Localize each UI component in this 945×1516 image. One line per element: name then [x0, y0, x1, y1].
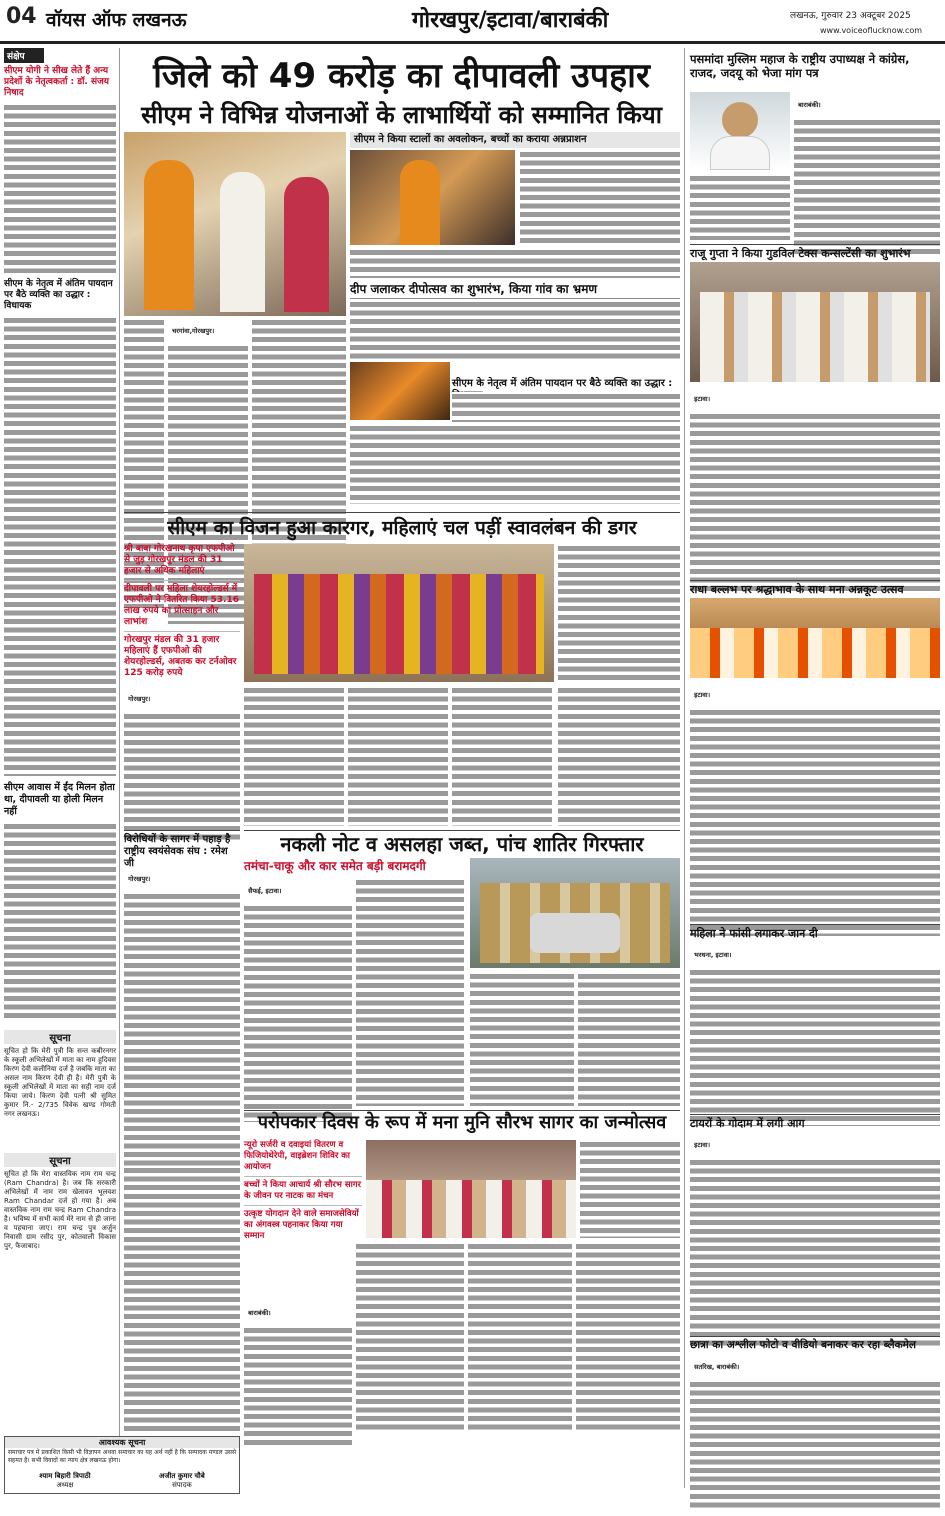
right-story-6-dateline: सतरिख, बाराबंकी। [694, 1362, 740, 1371]
brief-label: संक्षेप [4, 48, 44, 63]
fake-notes-col1 [244, 878, 352, 1106]
paropkar-bullets [244, 1140, 362, 1242]
fake-notes-col2 [356, 878, 464, 1106]
vision-bullet-3: गोरखपुर मंडल की 31 हजार महिलाएं हैं एफपीओ की शेयरहोल्डर्स, अबतक कर टर्नओवर 125 करोड़ रुपये [124, 635, 237, 678]
column-rule-right [684, 48, 685, 1488]
brief-1-body [4, 103, 116, 273]
right-story-5-dateline: इटावा। [694, 1140, 711, 1149]
signatory-2-role: संपादक [172, 1481, 192, 1489]
vision-headline: सीएम का विजन हुआ कारगर, महिलाएं चल पड़ीं स्वावलंबन की डगर [167, 517, 637, 539]
stalls-body-a [520, 150, 680, 245]
deepotsav-body [350, 300, 680, 360]
fake-notes-col4 [578, 972, 680, 1106]
vision-bullet-2: दीपावली पर महिला शेयरहोल्डर्स में एफपीओ ने वितरित किया 53.16 लाख रुपये का प्रोत्साहन और लाभांश [124, 581, 240, 632]
right-story-4-body-lines [690, 968, 940, 1126]
masthead-bar [0, 0, 945, 44]
paropkar-bullet-3: उत्कृष्ट योगदान देने वाले समाजसेवियों का अंगवस्त्र पहनाकर किया गया सम्मान [244, 1209, 359, 1241]
right-story-3-dateline: इटावा। [694, 690, 711, 699]
stalls-figure [400, 160, 440, 245]
vision-body-col2 [244, 686, 344, 826]
paropkar-bullet-1: न्यूरो सर्जरी व दवाइयां वितरण व फिजियोथेरेपी, वाइब्रेशन शिविर का आयोजन [244, 1140, 362, 1177]
dateline: लखनऊ, गुरुवार 23 अक्टूबर 2025 [790, 11, 911, 21]
page-number: 04 [6, 4, 37, 29]
masthead-title: वॉयस ऑफ लखनऊ [46, 9, 187, 31]
goodwill-launch-photo [690, 262, 940, 382]
right-story-6-headline: छात्रा का अश्लील फोटो व वीडियो बनाकर कर रहा ब्लैकमेल [690, 1336, 940, 1352]
vision-dateline: गोरखपुर। [128, 694, 151, 703]
annakoot-offerings [690, 628, 940, 678]
right-story-4-dateline: भरथना, इटावा। [694, 950, 732, 959]
right-story-2-body-lines [690, 412, 940, 592]
right-story-1-body-a [794, 92, 940, 240]
antim-body-a [452, 392, 680, 422]
disclaimer-text: समाचार पत्र में प्रकाशित किसी भी विज्ञापन अथवा समाचार का यह अर्थ नहीं है कि सम्पादक मण्डल उससे सहमत है। सभी विवादों का न्याय क्षेत्र लखनऊ होगा। [8, 1449, 238, 1464]
brief-3-headline: सीएम आवास में ईंद मिलन होता था, दीपावली या होली मिलन नहीं [4, 782, 115, 817]
main-headline: जिले को 49 करोड़ का दीपावली उपहार [153, 56, 650, 96]
brief-1-headline: सीएम योगी ने सीख लेते हैं अन्य प्रदेशों के नेतृत्वकर्ता : डॉ. संजय निषाद [4, 66, 109, 98]
notice-1-title: सूचना [4, 1030, 116, 1044]
portrait-face [722, 102, 758, 138]
section-rule [124, 512, 680, 513]
main-story-dateline: चरगांवा,गोरखपुर। [172, 326, 215, 335]
fake-notes-dateline: सैफई, इटावा। [248, 886, 282, 895]
cm-felicitation-photo [124, 132, 346, 316]
signatory-1-role: अध्यक्ष [56, 1481, 74, 1489]
rss-headline: विरोधियों के सागर में पहाड़ है राष्ट्रीय स्वयंसेवक संघ : रमेश जी [124, 830, 240, 870]
right-story-6-body-lines [690, 1380, 940, 1508]
vision-body-right [558, 544, 680, 682]
brief-2-headline: सीएम के नेतृत्व में अंतिम पायदान पर बैठे व्यक्ति का उद्धार : विधायक [4, 279, 113, 311]
paropkar-col3 [468, 1242, 572, 1430]
antim-headline: सीएम के नेतृत्व में अंतिम पायदान पर बैठे व्यक्ति का उद्धार : [452, 378, 673, 389]
brief-2-body [4, 316, 116, 776]
brief-3-body [4, 822, 116, 1022]
vision-body-col1-lines [124, 712, 240, 842]
right-story-1-body-a-lines [794, 118, 940, 256]
rss-body-col1 [124, 866, 240, 1162]
fake-notes-headline: नकली नोट व असलहा जब्त, पांच शातिर गिरफ्तार [244, 830, 680, 857]
right-story-1-dateline: बाराबंकी। [798, 100, 821, 109]
notice-2-title: सूचना [4, 1153, 116, 1167]
notice-1-text: सूचित हो कि मेरी पुत्री कि सन्त कबीरनगर के स्कूली अभिलेखों में माता का नाम हुदिवस किरण देवी कलीनिया दर्ज है जबकि माता का असल नाम किरण देवी ही है। मेरी पुत्री के स्कूली अभिलेखों में माता का सही नाम दर्ज किया जाये। किरण देवी पत्नी श्री सुमित कुमार नि.- 2/735 विवेक खण्ड गोमती नगर लखनऊ। [4, 1047, 119, 1118]
edition-cities: गोरखपुर/इटावा/बाराबंकी [412, 8, 609, 33]
paropkar-col1-lines [244, 1326, 352, 1446]
website: www.voiceoflucknow.com [820, 26, 923, 35]
fake-notes-subhead: तमंचा-चाकू और कार समेत बड़ी बरामदगी [244, 859, 426, 873]
disclaimer-title: आवश्यक सूचना [5, 1437, 239, 1448]
right-story-5-body-lines [690, 1158, 940, 1348]
right-story-6-body [690, 1354, 940, 1492]
rss-dateline: गोरखपुर। [128, 874, 151, 883]
launch-group [700, 292, 930, 382]
right-story-2-headline: राजू गुप्ता ने किया गुडविल टेक्स कन्सल्टेंसी का शुभारंभ [690, 244, 940, 261]
women-group [254, 574, 544, 674]
vision-body-col4 [452, 686, 552, 826]
signatory-2 [159, 1472, 205, 1490]
right-story-4-headline: महिला ने फांसी लगाकर जान दी [690, 924, 940, 941]
paropkar-col2 [356, 1242, 464, 1430]
right-story-1-headline: पसमांदा मुस्लिम महाज के राष्ट्रीय उपाध्यक्ष ने कांग्रेस, राजद, जदयू को भेजा मांग पत्र [690, 52, 910, 80]
fake-notes-col3 [470, 972, 574, 1106]
notice-2-text: सूचित हो कि मेरा वास्तविक नाम राम चन्द्र (Ram Chandra) है। जब कि सरकारी अभिलेखों में नाम राम खेलावन भूलवश Ram Chandar दर्ज हो गया है। अब वास्तविक नाम राम चन्द्र Ram Chandra है। भविष्य में सभी कार्य मेरे नाम से ही जाना व पहचाना जाए। राम चन्द्र पुत्र अर्जुन निवासी ग्राम रसीद पुर, कोतवाली विकास पुर, फैजाबाद। [4, 1170, 119, 1250]
stalls-photo [350, 150, 515, 245]
right-story-2-dateline: इटावा। [694, 394, 711, 403]
main-subheadline: सीएम ने विभिन्न योजनाओं के लाभार्थियों को सम्मानित किया [141, 101, 662, 129]
paropkar-body-right [580, 1140, 680, 1238]
figure-1 [144, 160, 194, 310]
annakoot-photo [690, 598, 940, 678]
right-story-2-body [690, 386, 940, 576]
right-story-4-body [690, 942, 940, 1110]
signatory-1-name: श्याम बिहारी त्रिपाठी [39, 1472, 91, 1480]
paropkar-event-photo [366, 1140, 576, 1238]
right-story-3-body-lines [690, 708, 940, 936]
rss-body-col1-lines [124, 892, 240, 1178]
vision-body-col1 [124, 686, 240, 826]
vision-body-col3 [348, 686, 448, 826]
disclaimer-box [4, 1436, 240, 1494]
deepotsav-photo [350, 362, 450, 420]
right-story-5-headline: टायरों के गोदाम में लगी आग [690, 1114, 940, 1131]
leader-portrait [690, 92, 790, 170]
women-group-photo [244, 544, 554, 682]
stalls-headline: सीएम ने किया स्टालों का अवलोकन, बच्चों का कराया अन्नप्राशन [350, 132, 680, 148]
stalls-body-b [350, 248, 680, 278]
paropkar-col4 [576, 1242, 680, 1430]
rss-body-col2 [124, 1166, 240, 1432]
left-column [4, 48, 119, 1488]
police-recovery-photo [470, 858, 680, 968]
right-story-3-body [690, 682, 940, 920]
vision-bullet-1: श्री बाबा गोरखनाथ कृपा एफपीओ से जुड़ गोरखपुर मंडल की 31 हजार से अधिक महिलाएं [124, 544, 240, 581]
right-story-5-body [690, 1132, 940, 1332]
portrait-body [710, 136, 770, 170]
vision-body-col5 [558, 686, 680, 826]
figure-2 [220, 172, 265, 312]
paropkar-col1 [244, 1300, 352, 1430]
figure-3 [284, 177, 329, 312]
signatory-1 [39, 1472, 90, 1490]
seized-car [530, 913, 620, 953]
paropkar-audience [366, 1180, 576, 1238]
paropkar-dateline: बाराबंकी। [248, 1308, 271, 1317]
right-story-3-headline: राधा बल्लभ पर श्रद्धाभाव के साथ मना अन्नकूट उत्सव [690, 580, 940, 597]
fake-notes-col1-lines [244, 904, 352, 1122]
vision-bullets [124, 544, 240, 679]
paropkar-headline: परोपकार दिवस के रूप में मना मुनि सौरभ सागर का जन्मोत्सव [244, 1110, 680, 1135]
paropkar-bullet-2: बच्चों ने किया आचार्य श्री सौरभ सागर के जीवन पर नाटक का मंचन [244, 1177, 362, 1206]
deepotsav-headline: दीप जलाकर दीपोत्सव का शुभारंभ, किया गांव का भ्रमण [350, 282, 680, 299]
signatory-row [5, 1472, 239, 1490]
column-rule [119, 48, 120, 1438]
signatory-2-name: अजीत कुमार चौबे [159, 1472, 205, 1480]
right-story-1-body-b [690, 174, 790, 240]
antim-body-b [350, 424, 680, 504]
